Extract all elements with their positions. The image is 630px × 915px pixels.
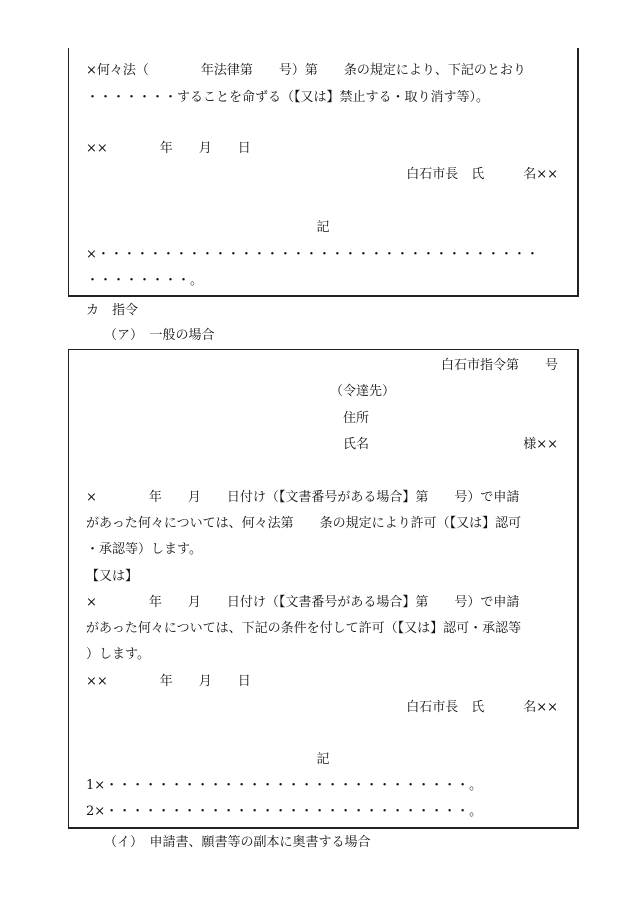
name-label: 氏名 xyxy=(343,437,370,452)
order-ki-label: 記 xyxy=(316,220,330,235)
para1-line-2: があった何々については、何々法第 条の規定により許可（【又は】認可 xyxy=(86,516,522,531)
para2-line-3: ）します。 xyxy=(86,647,150,662)
para2-line-2: があった何々については、下記の条件を付して許可（【又は】認可・承認等 xyxy=(86,621,522,636)
para1-line-1: × 年 月 日付け（【文書番号がある場合】第 号）で申請 xyxy=(86,490,520,505)
directive-ki-label: 記 xyxy=(316,752,330,767)
order-item-line-2: ・・・・・・・・。 xyxy=(86,273,204,288)
para2-line-1: × 年 月 日付け（【文書番号がある場合】第 号）で申請 xyxy=(86,595,520,610)
heading-ka-shirei: カ 指令 xyxy=(86,303,139,318)
address-label: 住所 xyxy=(343,411,370,426)
heading-i-endorsement-case: （イ） 申請書、願書等の副本に奥書する場合 xyxy=(104,835,371,850)
directive-signer: 白石市長 氏 名×× xyxy=(406,700,558,715)
para1-line-3: ・承認等）します。 xyxy=(86,542,202,557)
honorific-sama: 様×× xyxy=(523,437,558,452)
or-label: 【又は】 xyxy=(86,569,139,584)
directive-item-2: 2×・・・・・・・・・・・・・・・・・・・・・・・・・・・・。 xyxy=(86,804,483,819)
directive-date: ×× 年 月 日 xyxy=(86,674,251,689)
order-date: ×× 年 月 日 xyxy=(86,141,251,156)
order-line-1: ×何々法（ 年法律第 号）第 条の規定により、下記のとおり xyxy=(86,63,526,78)
directive-item-1: 1×・・・・・・・・・・・・・・・・・・・・・・・・・・・・。 xyxy=(86,778,483,793)
order-line-2: ・・・・・・・することを命ずる（【又は】禁止する・取り消す等）。 xyxy=(86,90,490,105)
order-signer: 白石市長 氏 名×× xyxy=(406,167,558,182)
directive-doc-number: 白石市指令第 号 xyxy=(440,358,558,373)
order-item-line-1: ×・・・・・・・・・・・・・・・・・・・・・・・・・・・・・・・・・・ xyxy=(86,247,539,262)
heading-a-general-case: （ア） 一般の場合 xyxy=(104,328,215,343)
recipient-label: （令達先） xyxy=(330,384,396,399)
